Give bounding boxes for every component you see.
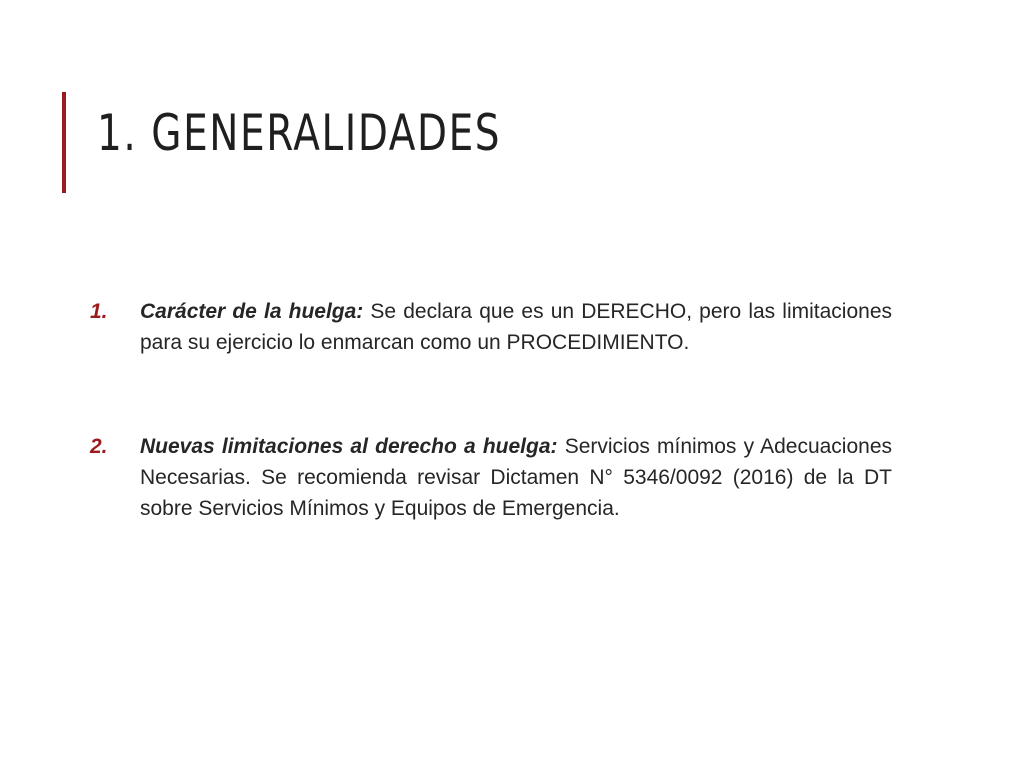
item-text: Servicios mínimos y Adecuaciones Necesarias. Se recomienda revisar Dictamen N° 5346/0092 (2016) de la DT sobre Servicios Mínimos y Equipos de Emergencia. <box>140 435 893 520</box>
item-number: 2. <box>90 435 108 458</box>
list-item <box>90 431 892 524</box>
bullet-list <box>90 296 892 524</box>
slide-title: 1. GENERALIDADES <box>97 104 502 162</box>
item-number: 1. <box>90 300 108 323</box>
item-lead: Carácter de la huelga: <box>140 300 364 323</box>
list-item <box>90 296 892 358</box>
item-text: Se declara que es un DERECHO, pero las limitaciones para su ejercicio lo enmarcan como un PROCEDIMIENTO. <box>140 300 892 354</box>
title-accent-bar <box>62 92 66 193</box>
item-lead: Nuevas limitaciones al derecho a huelga: <box>140 435 558 458</box>
